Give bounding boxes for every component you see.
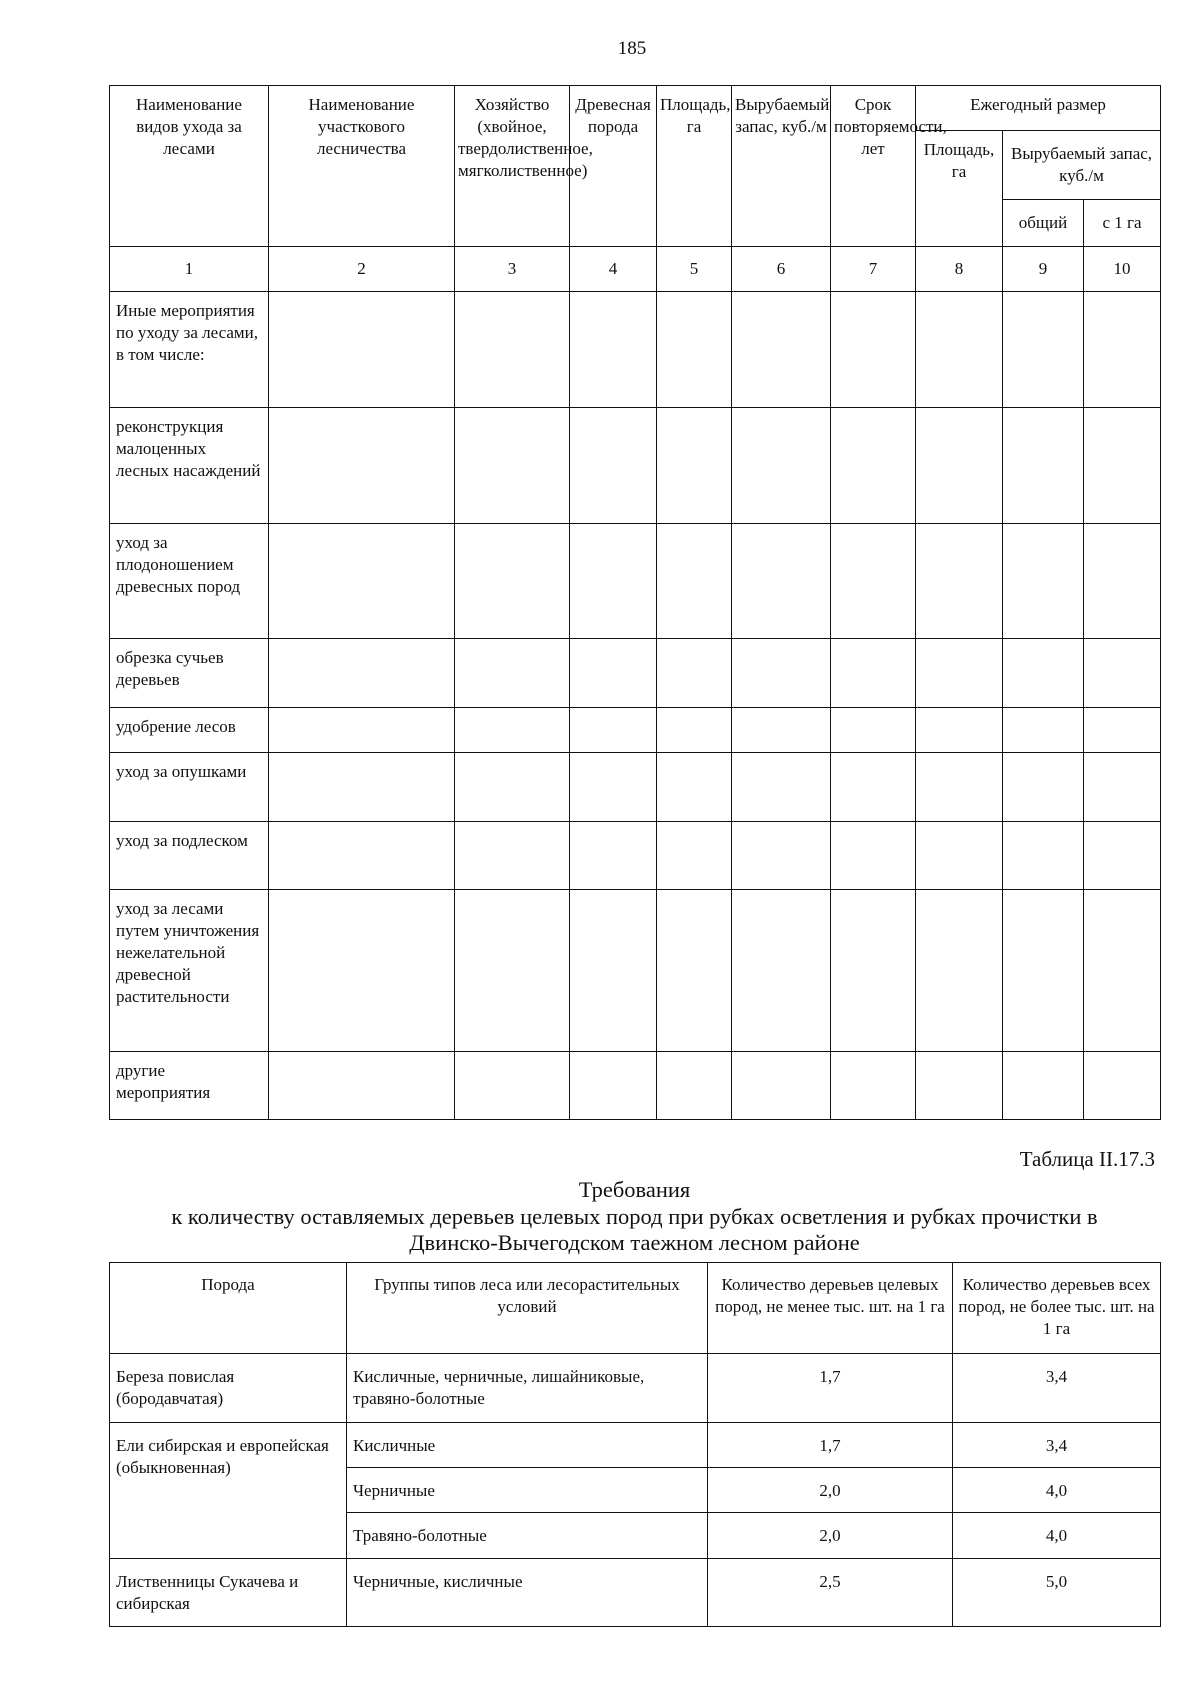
header-stock-per-ha: с 1 га (1084, 200, 1161, 247)
header-all-max: Количество деревьев всех пород, не более тыс. шт. на 1 га (953, 1263, 1161, 1354)
forest-care-table (109, 85, 1161, 1120)
header-species: Древесная порода (570, 86, 657, 247)
all-max-cell: 4,0 (953, 1468, 1161, 1513)
page-number: 185 (617, 38, 647, 59)
table-row (110, 1423, 1161, 1468)
care-type-label: уход за опушками (110, 753, 269, 822)
table-row (110, 890, 1161, 1052)
header-economy: Хозяйство (хвойное, твердолиственное, мягколиственное) (455, 86, 570, 247)
all-max-cell: 4,0 (953, 1513, 1161, 1559)
column-number: 6 (732, 247, 831, 292)
header-stock-total: общий (1003, 200, 1084, 247)
table-title-line: Требования (578, 1177, 691, 1202)
care-type-label: другие мероприятия (110, 1052, 269, 1120)
species-cell: Лиственницы Сукачева и сибирская (110, 1559, 347, 1627)
all-max-cell: 3,4 (953, 1423, 1161, 1468)
care-type-label: обрезка сучьев деревьев (110, 639, 269, 708)
column-number: 9 (1003, 247, 1084, 292)
target-min-cell: 2,5 (708, 1559, 953, 1627)
column-number: 3 (455, 247, 570, 292)
care-type-label: реконструкция малоценных лесных насаждений (110, 408, 269, 524)
species-cell: Береза повислая (бородавчатая) (110, 1354, 347, 1423)
all-max-cell: 3,4 (953, 1354, 1161, 1423)
column-number: 10 (1084, 247, 1161, 292)
target-min-cell: 1,7 (708, 1354, 953, 1423)
header-care-type: Наименование видов ухода за лесами (110, 86, 269, 247)
column-number: 2 (269, 247, 455, 292)
table-row (110, 708, 1161, 753)
header-annual-area: Площадь, га (916, 131, 1003, 247)
column-number: 1 (110, 247, 269, 292)
table-row (110, 292, 1161, 408)
header-species: Порода (110, 1263, 347, 1354)
header-forest-types: Группы типов леса или лесорастительных условий (347, 1263, 708, 1354)
tree-requirements-table (109, 1262, 1161, 1627)
column-number: 5 (657, 247, 732, 292)
header-stock: Вырубаемый запас, куб./м (732, 86, 831, 247)
forest-types-cell: Кисличные (347, 1423, 708, 1468)
header-annual-size: Ежегодный размер (916, 86, 1161, 131)
target-min-cell: 1,7 (708, 1423, 953, 1468)
care-type-label: Иные мероприятия по уходу за лесами, в том числе: (110, 292, 269, 408)
header-repeat-period: Срок повторяемости, лет (831, 86, 916, 247)
header-annual-stock: Вырубаемый запас, куб./м (1003, 131, 1161, 200)
table-row (110, 524, 1161, 639)
table-row (110, 1354, 1161, 1423)
care-type-label: уход за подлеском (110, 822, 269, 890)
column-number-row (110, 247, 1161, 292)
column-number: 4 (570, 247, 657, 292)
care-type-label: удобрение лесов (110, 708, 269, 753)
table-title-line: Двинско-Вычегодском таежном лесном районе (409, 1230, 860, 1256)
forest-types-cell: Черничные (347, 1468, 708, 1513)
forest-types-cell: Кисличные, черничные, лишайниковые, травяно-болотные (347, 1354, 708, 1423)
care-type-label: уход за плодоношением древесных пород (110, 524, 269, 639)
header-target-min: Количество деревьев целевых пород, не менее тыс. шт. на 1 га (708, 1263, 953, 1354)
forest-types-cell: Травяно-болотные (347, 1513, 708, 1559)
header-forestry: Наименование участкового лесничества (269, 86, 455, 247)
table-row (110, 753, 1161, 822)
column-number: 8 (916, 247, 1003, 292)
table-number: Таблица II.17.3 (1019, 1147, 1155, 1171)
table-row (110, 822, 1161, 890)
column-number: 7 (831, 247, 916, 292)
target-min-cell: 2,0 (708, 1468, 953, 1513)
table-title-line: к количеству оставляемых деревьев целевых пород при рубках осветления и рубках прочистки в (171, 1203, 1098, 1229)
all-max-cell: 5,0 (953, 1559, 1161, 1627)
care-type-label: уход за лесами путем уничтожения нежелательной древесной растительности (110, 890, 269, 1052)
species-cell: Ели сибирская и европейская (обыкновенная) (110, 1423, 347, 1559)
target-min-cell: 2,0 (708, 1513, 953, 1559)
table-row (110, 1559, 1161, 1627)
table-title (109, 1177, 1160, 1257)
table-row (110, 1052, 1161, 1120)
table-row (110, 639, 1161, 708)
forest-types-cell: Черничные, кисличные (347, 1559, 708, 1627)
header-area: Площадь, га (657, 86, 732, 247)
table-row (110, 408, 1161, 524)
